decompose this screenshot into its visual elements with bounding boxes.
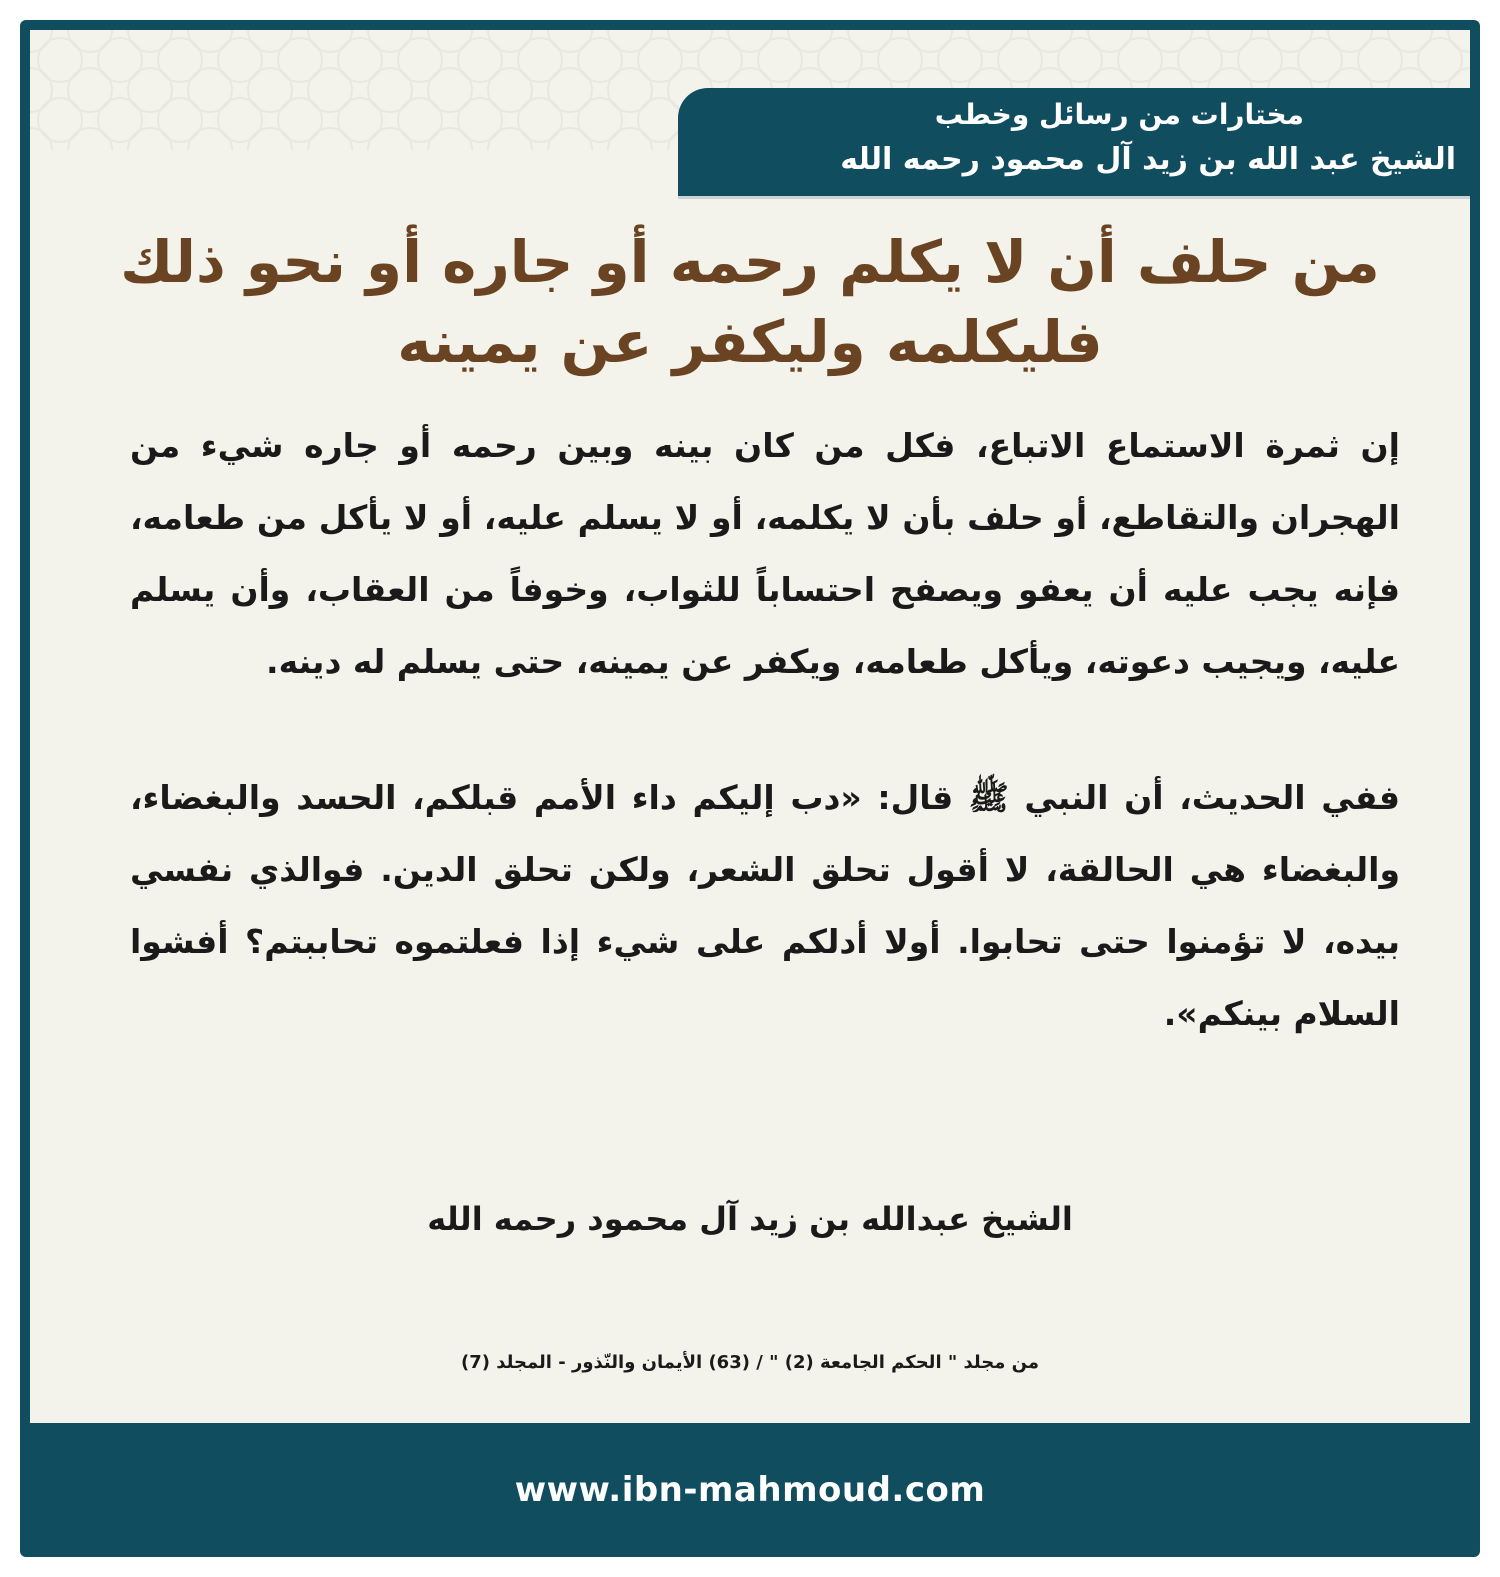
- paragraph-2: ففي الحديث، أن النبي ﷺ قال: «دب إليكم داء الأمم قبلكم، الحسد والبغضاء، والبغضاء هي الحالقة، لا أقول تحلق الشعر، ولكن تحلق الدين. فوالذي نفسي بيده، لا تؤمنوا حتى تحابوا. أولا أدلكم على شيء إذا فعلتموه تحاببتم؟ أفشوا السلام بينكم».: [130, 778, 1400, 1033]
- header-band: [678, 88, 1470, 196]
- page-title: من حلف أن لا يكلم رحمه أو جاره أو نحو ذلك فليكلمه وليكفر عن يمينه: [120, 228, 1380, 376]
- source-citation: من مجلد " الحكم الجامعة (2) " / (63) الأيمان والنّذور - المجلد (7): [461, 1352, 1039, 1373]
- header-author-name: الشيخ عبد الله بن زيد آل محمود رحمه الله: [840, 142, 1456, 177]
- content-panel: [30, 30, 1470, 1423]
- website-link[interactable]: www.ibn-mahmoud.com: [514, 1470, 986, 1510]
- footer-band: [20, 1423, 1480, 1557]
- article-body: [130, 410, 1400, 1050]
- paragraph-1: إن ثمرة الاستماع الاتباع، فكل من كان بينه وبين رحمه أو جاره شيء من الهجران والتقاطع، أو حلف بأن لا يكلمه، أو لا يسلم عليه، أو لا يأكل من طعامه، فإنه يجب عليه أن يعفو ويصفح احتساباً للثواب، وخوفاً من العقاب، وأن يسلم عليه، ويجيب دعوته، ويأكل طعامه، ويكفر عن يمينه، حتى يسلم له دينه.: [130, 426, 1400, 681]
- card-frame: [20, 20, 1480, 1557]
- author-signature: الشيخ عبدالله بن زيد آل محمود رحمه الله: [427, 1200, 1073, 1238]
- header-series-title: مختارات من رسائل وخطب: [934, 98, 1304, 131]
